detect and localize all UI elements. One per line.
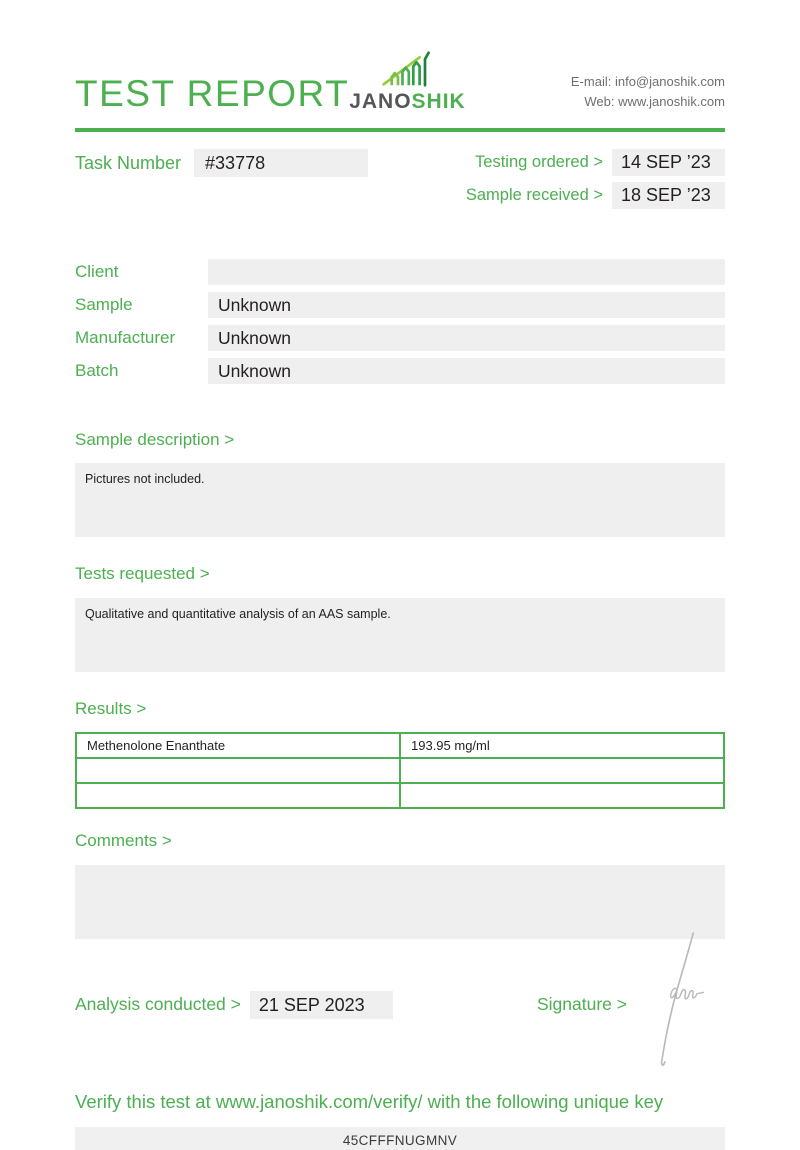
testing-ordered-row: [466, 149, 725, 176]
sample-received-row: [466, 182, 725, 209]
analysis-date-value: 21 SEP 2023: [250, 991, 393, 1019]
sample-description-box: Pictures not included.: [75, 463, 725, 537]
task-number-value: #33778: [194, 149, 368, 177]
analysis-signature-row: [75, 991, 725, 1019]
signature-label: Signature >: [537, 994, 627, 1015]
unique-key-value: 45CFFFNUGMNV: [75, 1127, 725, 1150]
logo-wordmark: [349, 91, 466, 112]
result-analyte-cell: Methenolone Enanthate: [76, 733, 400, 758]
info-row-manufacturer: [75, 325, 725, 351]
result-row: [76, 758, 724, 783]
batch-value: Unknown: [208, 358, 725, 384]
logo-wordmark-dark: JANO: [349, 90, 412, 113]
sample-label: Sample: [75, 295, 133, 314]
info-row-client: [75, 259, 725, 285]
logo-wordmark-green: SHIK: [411, 90, 466, 113]
tests-requested-box: Qualitative and quantitative analysis of an AAS sample.: [75, 598, 725, 672]
result-value-cell: [400, 758, 724, 783]
brand-logo: [349, 51, 466, 112]
manufacturer-value: Unknown: [208, 325, 725, 351]
result-row: [76, 733, 724, 758]
page-title: TEST REPORT: [75, 73, 350, 114]
client-label: Client: [75, 262, 119, 281]
section-heading-comments: Comments >: [75, 831, 172, 851]
sample-received-label: Sample received >: [465, 186, 603, 204]
result-value-cell: [400, 783, 724, 808]
section-heading-tests-requested: Tests requested >: [75, 564, 210, 584]
contact-block: [571, 72, 725, 112]
info-row-sample: [75, 292, 725, 318]
comments-box: [75, 865, 725, 939]
task-number-label: Task Number: [75, 153, 182, 173]
result-row: [76, 783, 724, 808]
analysis-conducted-label: Analysis conducted >: [75, 994, 241, 1015]
result-analyte-cell: [76, 783, 400, 808]
contact-web: Web: www.janoshik.com: [584, 93, 725, 109]
task-section: [75, 149, 725, 215]
report-header: [75, 36, 725, 112]
testing-ordered-value: 14 SEP ’23: [612, 149, 725, 176]
verify-text: Verify this test at www.janoshik.com/verify/ with the following unique key: [75, 1090, 664, 1112]
results-table: [75, 732, 725, 809]
info-row-batch: [75, 358, 725, 384]
info-fields: [75, 259, 725, 384]
result-analyte-cell: [76, 758, 400, 783]
trend-chart-icon: [378, 51, 436, 87]
contact-email: E-mail: info@janoshik.com: [570, 73, 725, 89]
signature-image: [645, 929, 707, 1071]
manufacturer-label: Manufacturer: [75, 328, 176, 347]
sample-received-value: 18 SEP ’23: [612, 182, 725, 209]
dates-block: [466, 149, 725, 215]
section-heading-results: Results >: [75, 698, 147, 718]
client-value: [208, 259, 725, 285]
testing-ordered-label: Testing ordered >: [475, 153, 603, 171]
section-heading-sample-description: Sample description >: [75, 430, 235, 449]
header-divider: [75, 128, 725, 132]
batch-label: Batch: [75, 361, 119, 380]
result-value-cell: 193.95 mg/ml: [400, 733, 724, 758]
sample-value: Unknown: [208, 292, 725, 318]
